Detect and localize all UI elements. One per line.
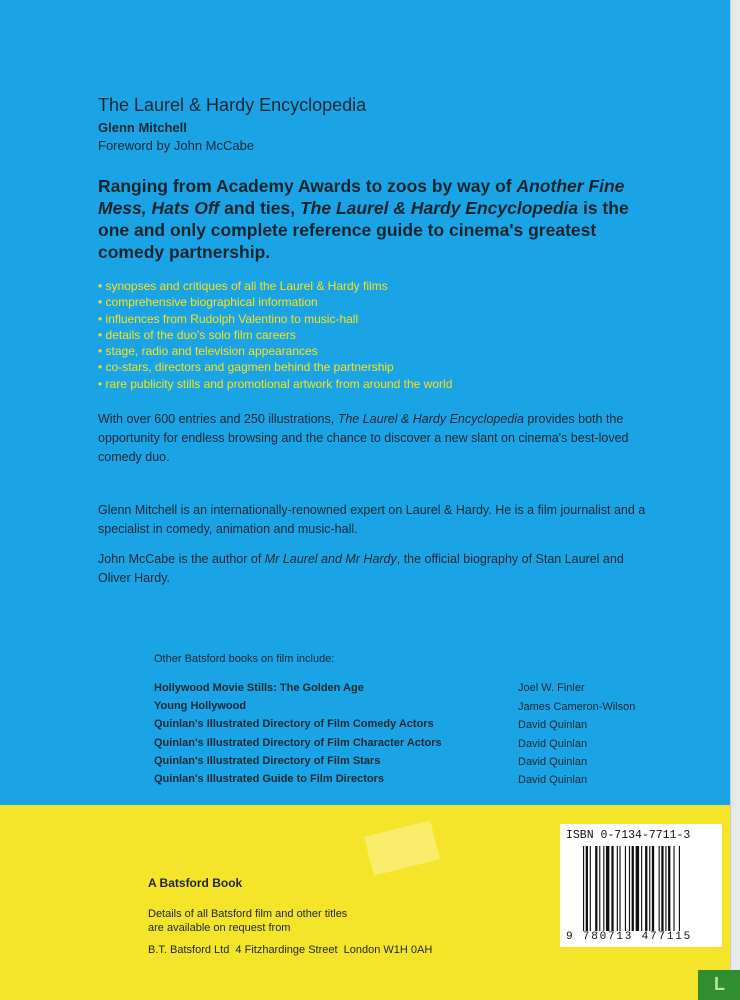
other-book-title: Quinlan's Illustrated Directory of Film Character Actors [154,737,442,749]
spine-edge [730,0,740,1000]
feature-item: • synopses and critiques of all the Laurel & Hardy films [98,278,452,294]
intro-blurb [98,175,663,263]
other-book-title: Quinlan's Illustrated Guide to Film Directors [154,773,384,785]
intro-film-titles: Another Fine Mess, Hats Off [98,176,625,218]
other-book-author: David Quinlan [518,738,588,750]
bio-book-title: Mr Laurel and Mr Hardy [264,552,397,566]
bio-text-2: , the official biography of Stan Laurel and Oliver Hardy. [98,552,624,585]
isbn-number: ISBN 0-7134-7711-3 [566,829,691,842]
publisher-name: A Batsford Book [148,876,243,890]
ean-number: 9 780713 477115 [566,931,693,943]
publisher-address: B.T. Batsford Ltd 4 Fitzhardinge Street London W1H 0AH [148,944,433,956]
barcode-icon [583,846,710,931]
other-book-author: James Cameron-Wilson [518,701,636,713]
intro-text-1: Ranging from Academy Awards to zoos by way of [98,176,517,196]
other-book-author: David Quinlan [518,756,588,768]
summary-text-2: provides both the opportunity for endless browsing and the chance to discover a new slant on cinema's best-loved comedy duo. [98,412,629,464]
feature-list [98,278,452,392]
other-book-title: Young Hollywood [154,700,247,712]
other-book-title: Quinlan's Illustrated Directory of Film Comedy Actors [154,718,434,730]
other-book-author: David Quinlan [518,774,588,786]
catalogue-note-line: Details of all Batsford film and other titles [148,908,348,920]
feature-item: • co-stars, directors and gagmen behind the partnership [98,359,452,375]
feature-item: • rare publicity stills and promotional artwork from around the world [98,376,452,392]
other-book-author: David Quinlan [518,719,588,731]
author-bio: Glenn Mitchell is an internationally-renowned expert on Laurel & Hardy. He is a film journalist and a specialist in comedy, animation and music-hall. [98,503,646,536]
catalogue-note-line: are available on request from [148,922,291,934]
other-books-heading: Other Batsford books on film include: [154,653,335,665]
feature-item: • details of the duo's solo film careers [98,327,452,343]
corner-tag-icon: L [714,974,725,994]
other-book-title: Hollywood Movie Stills: The Golden Age [154,682,364,694]
summary-text-1: With over 600 entries and 250 illustrations, [98,412,338,426]
summary-book-title: The Laurel & Hardy Encyclopedia [337,412,524,426]
foreword-author-bio [98,550,653,588]
other-book-author: Joel W. Finler [518,682,585,694]
bio-text-1: John McCabe is the author of [98,552,265,566]
intro-book-title: The Laurel & Hardy Encyclopedia [299,198,579,218]
author-name: Glenn Mitchell [98,120,187,135]
summary-paragraph [98,410,653,467]
other-book-title: Quinlan's Illustrated Directory of Film Stars [154,755,381,767]
intro-text-2: and ties, [219,198,300,218]
foreword-credit: Foreword by John McCabe [98,138,255,153]
feature-item: • comprehensive biographical information [98,294,452,310]
feature-item: • influences from Rudolph Valentino to music-hall [98,311,452,327]
intro-text-3: is the one and only complete reference guide to cinema's greatest comedy partnership. [98,198,629,262]
feature-item: • stage, radio and television appearances [98,343,452,359]
catalogue-note [148,907,528,935]
book-title: The Laurel & Hardy Encyclopedia [98,95,367,115]
